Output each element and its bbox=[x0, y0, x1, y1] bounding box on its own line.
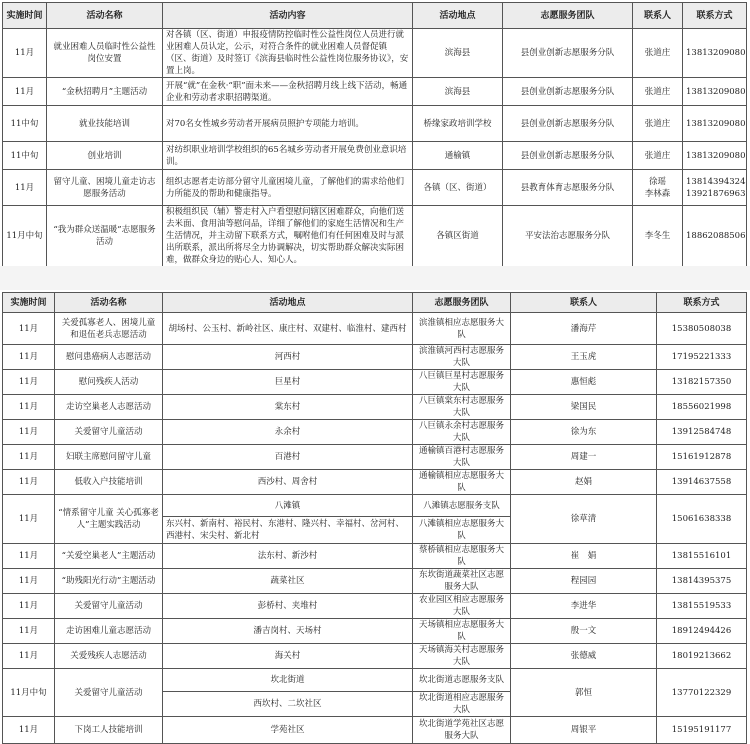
table-row bbox=[3, 495, 747, 517]
header-cell: 志愿服务团队 bbox=[413, 293, 511, 313]
time-cell: 11月 bbox=[3, 717, 55, 744]
phone-cell: 13815516101 bbox=[657, 544, 747, 569]
time-cell: 11月 bbox=[3, 594, 55, 619]
table-row bbox=[3, 345, 747, 370]
time-cell: 11月 bbox=[3, 644, 55, 669]
location-cell: 西坎村、二坎社区 bbox=[163, 692, 413, 717]
table-row bbox=[3, 78, 747, 106]
activity-name-cell: “金秋招聘月”主题活动 bbox=[47, 78, 163, 106]
activity-table-2 bbox=[2, 292, 747, 744]
contact-cell: 张道庄 bbox=[633, 142, 683, 170]
location-cell: 桥缘家政培训学校 bbox=[413, 106, 503, 142]
phone-cell: 15061638338 bbox=[657, 495, 747, 544]
phone-cell: 13815519533 bbox=[657, 594, 747, 619]
time-cell: 11月中旬 bbox=[3, 669, 55, 717]
time-cell: 11月 bbox=[3, 420, 55, 445]
team-cell: 县创业创新志愿服务分队 bbox=[503, 142, 633, 170]
location-cell: 潘吉岗村、天场村 bbox=[163, 619, 413, 644]
activity-name-cell: 就业技能培训 bbox=[47, 106, 163, 142]
contact-cell: 潘海芹 bbox=[511, 313, 657, 345]
location-cell: 西沙村、周舍村 bbox=[163, 470, 413, 495]
header-cell: 活动内容 bbox=[163, 3, 413, 29]
location-cell: 巨星村 bbox=[163, 370, 413, 395]
table1-header-row bbox=[3, 3, 747, 29]
location-cell: 滨海县 bbox=[413, 29, 503, 78]
table-row bbox=[3, 142, 747, 170]
team-cell: 县创业创新志愿服务分队 bbox=[503, 106, 633, 142]
time-cell: 11月 bbox=[3, 78, 47, 106]
team-cell: 通榆镇百港村志愿服务大队 bbox=[413, 445, 511, 470]
table-row bbox=[3, 544, 747, 569]
phone-cell: 15380508038 bbox=[657, 313, 747, 345]
time-cell: 11月 bbox=[3, 313, 55, 345]
activity-name-cell: 妇联主席慰问留守儿童 bbox=[55, 445, 163, 470]
activity-name-cell: 走访困难儿童志愿活动 bbox=[55, 619, 163, 644]
time-cell: 11月中旬 bbox=[3, 206, 47, 267]
phone-cell: 18019213662 bbox=[657, 644, 747, 669]
table-row bbox=[3, 170, 747, 206]
phone-cell: 18556021998 bbox=[657, 395, 747, 420]
contact-cell: 张道庄 bbox=[633, 29, 683, 78]
table-row bbox=[3, 669, 747, 692]
activity-name-cell: 关爱残疾人志愿活动 bbox=[55, 644, 163, 669]
time-cell: 11月 bbox=[3, 170, 47, 206]
header-cell: 活动地点 bbox=[413, 3, 503, 29]
phone-cell: 13813209080 bbox=[683, 29, 747, 78]
activity-name-cell: 创业培训 bbox=[47, 142, 163, 170]
team-cell: 蔡桥镇相应志愿服务大队 bbox=[413, 544, 511, 569]
contact-cell: 徐瑶 李林森 bbox=[633, 170, 683, 206]
contact-cell: 郭恒 bbox=[511, 669, 657, 717]
header-cell: 联系人 bbox=[511, 293, 657, 313]
phone-cell: 13814394324 13921876963 bbox=[683, 170, 747, 206]
time-cell: 11月 bbox=[3, 495, 55, 544]
table-row bbox=[3, 569, 747, 594]
phone-cell: 13914637558 bbox=[657, 470, 747, 495]
activity-content-cell: 积极组织民（辅）警走村入户看望慰问辖区困难群众，向他们送去米面、食用油等慰问品，详细了解他们的家庭生活情况和生产生活情况，并主动留下联系方式，嘱咐他们有任何困难及时与派出所联系，派出所将尽全力协调解决，切实帮助群众解决实际困难，做群众身边的贴心人、知心人。 bbox=[163, 206, 413, 267]
activity-content-cell: 对70名女性城乡劳动者开展病员照护专项能力培训。 bbox=[163, 106, 413, 142]
activity-name-cell: 慰问残疾人活动 bbox=[55, 370, 163, 395]
time-cell: 11月 bbox=[3, 470, 55, 495]
header-cell: 联系方式 bbox=[657, 293, 747, 313]
team-cell: 平安法治志愿服务分队 bbox=[503, 206, 633, 267]
activity-name-cell: 低收入户技能培训 bbox=[55, 470, 163, 495]
phone-cell: 13814395375 bbox=[657, 569, 747, 594]
header-cell: 活动名称 bbox=[55, 293, 163, 313]
location-cell: 各镇（区、街道） bbox=[413, 170, 503, 206]
table-row bbox=[3, 206, 747, 267]
phone-cell: 15195191177 bbox=[657, 717, 747, 744]
activity-name-cell: 走访空巢老人志愿活动 bbox=[55, 395, 163, 420]
table2-header-row bbox=[3, 293, 747, 313]
time-cell: 11月 bbox=[3, 569, 55, 594]
activity-name-cell: 慰问患癌病人志愿活动 bbox=[55, 345, 163, 370]
location-cell: 胡场村、公玉村、新岭社区、康庄村、双建村、临淮村、建西村 bbox=[163, 313, 413, 345]
team-cell: 县教育体育志愿服务分队 bbox=[503, 170, 633, 206]
contact-cell: 赵娟 bbox=[511, 470, 657, 495]
table-row bbox=[3, 313, 747, 345]
time-cell: 11月 bbox=[3, 445, 55, 470]
table-row bbox=[3, 420, 747, 445]
phone-cell: 13182157350 bbox=[657, 370, 747, 395]
team-cell: 滨淮镇河西村志愿服务大队 bbox=[413, 345, 511, 370]
time-cell: 11月 bbox=[3, 370, 55, 395]
team-cell: 八滩镇相应志愿服务大队 bbox=[413, 517, 511, 544]
table-separator bbox=[0, 266, 750, 290]
header-cell: 志愿服务团队 bbox=[503, 3, 633, 29]
team-cell: 天场镇海关村志愿服务大队 bbox=[413, 644, 511, 669]
time-cell: 11月 bbox=[3, 29, 47, 78]
header-cell: 实施时间 bbox=[3, 3, 47, 29]
location-cell: 河西村 bbox=[163, 345, 413, 370]
activity-content-cell: 开展“就”在金秋·“职”面未来——金秋招聘月线上线下活动，畅通企业和劳动者求职招聘渠道。 bbox=[163, 78, 413, 106]
time-cell: 11月 bbox=[3, 345, 55, 370]
contact-cell: 王玉虎 bbox=[511, 345, 657, 370]
location-cell: 蔬菜社区 bbox=[163, 569, 413, 594]
team-cell: 滨淮镇相应志愿服务大队 bbox=[413, 313, 511, 345]
location-cell: 坎北街道 bbox=[163, 669, 413, 692]
location-cell: 八滩镇 bbox=[163, 495, 413, 517]
location-cell: 海关村 bbox=[163, 644, 413, 669]
activity-name-cell: 关爱留守儿童活动 bbox=[55, 669, 163, 717]
activity-name-cell: “助残阳光行动”主题活动 bbox=[55, 569, 163, 594]
time-cell: 11月 bbox=[3, 619, 55, 644]
contact-cell: 张德威 bbox=[511, 644, 657, 669]
header-cell: 实施时间 bbox=[3, 293, 55, 313]
location-cell: 彭桥村、夹堆村 bbox=[163, 594, 413, 619]
phone-cell: 13813209080 bbox=[683, 78, 747, 106]
team-cell: 坎北街道志愿服务支队 bbox=[413, 669, 511, 692]
contact-cell: 李冬生 bbox=[633, 206, 683, 267]
contact-cell: 徐草清 bbox=[511, 495, 657, 544]
team-cell: 农业园区相应志愿服务大队 bbox=[413, 594, 511, 619]
contact-cell: 李进华 bbox=[511, 594, 657, 619]
location-cell: 各镇区街道 bbox=[413, 206, 503, 267]
location-cell: 通榆镇 bbox=[413, 142, 503, 170]
location-cell: 东兴村、新南村、裕民村、东港村、隆兴村、幸福村、岔河村、西港村、宋尖村、新北村 bbox=[163, 517, 413, 544]
contact-cell: 张道庄 bbox=[633, 106, 683, 142]
team-cell: 天场镇相应志愿服务大队 bbox=[413, 619, 511, 644]
phone-cell: 13912584748 bbox=[657, 420, 747, 445]
team-cell: 坎北街道相应志愿服务大队 bbox=[413, 692, 511, 717]
activity-name-cell: 就业困难人员临时性公益性岗位安置 bbox=[47, 29, 163, 78]
activity-name-cell: 下岗工人技能培训 bbox=[55, 717, 163, 744]
table-row bbox=[3, 395, 747, 420]
phone-cell: 13813209080 bbox=[683, 106, 747, 142]
contact-cell: 殷一文 bbox=[511, 619, 657, 644]
table-row bbox=[3, 106, 747, 142]
phone-cell: 13770122329 bbox=[657, 669, 747, 717]
activity-name-cell: 留守儿童、困境儿童走访志愿服务活动 bbox=[47, 170, 163, 206]
activity-name-cell: “关爱空巢老人”主题活动 bbox=[55, 544, 163, 569]
phone-cell: 15161912878 bbox=[657, 445, 747, 470]
team-cell: 通榆镇相应志愿服务大队 bbox=[413, 470, 511, 495]
location-cell: 棠东村 bbox=[163, 395, 413, 420]
time-cell: 11月 bbox=[3, 395, 55, 420]
activity-name-cell: 关爱孤寡老人、困境儿童和退伍老兵志愿活动 bbox=[55, 313, 163, 345]
contact-cell: 程园园 bbox=[511, 569, 657, 594]
table-row bbox=[3, 644, 747, 669]
team-cell: 东坎街道蔬菜社区志愿服务大队 bbox=[413, 569, 511, 594]
time-cell: 11中旬 bbox=[3, 142, 47, 170]
contact-cell: 周建一 bbox=[511, 445, 657, 470]
table-row bbox=[3, 619, 747, 644]
location-cell: 滨海县 bbox=[413, 78, 503, 106]
time-cell: 11月 bbox=[3, 544, 55, 569]
header-cell: 活动地点 bbox=[163, 293, 413, 313]
contact-cell: 惠恒彪 bbox=[511, 370, 657, 395]
location-cell: 永余村 bbox=[163, 420, 413, 445]
contact-cell: 张道庄 bbox=[633, 78, 683, 106]
activity-content-cell: 对各镇（区、街道）申报疫情防控临时性公益性岗位人员进行就业困难人员认定，公示，对符合条件的就业困难人员督促镇（区、街道）及时签订《滨海县临时性公益性岗位服务协议》，安置上岗。 bbox=[163, 29, 413, 78]
contact-cell: 周银平 bbox=[511, 717, 657, 744]
phone-cell: 18912494426 bbox=[657, 619, 747, 644]
header-cell: 活动名称 bbox=[47, 3, 163, 29]
table-row bbox=[3, 445, 747, 470]
team-cell: 八滩镇志愿服务支队 bbox=[413, 495, 511, 517]
location-cell: 法东村、新沙村 bbox=[163, 544, 413, 569]
activity-content-cell: 组织志愿者走访部分留守儿童困境儿童，了解他们的需求给他们力所能及的帮助和健康指导。 bbox=[163, 170, 413, 206]
header-cell: 联系人 bbox=[633, 3, 683, 29]
location-cell: 百港村 bbox=[163, 445, 413, 470]
phone-cell: 17195221333 bbox=[657, 345, 747, 370]
team-cell: 县创业创新志愿服务分队 bbox=[503, 78, 633, 106]
contact-cell: 崔 娟 bbox=[511, 544, 657, 569]
phone-cell: 18862088506 bbox=[683, 206, 747, 267]
table-row bbox=[3, 370, 747, 395]
team-cell: 八巨镇巨星村志愿服务大队 bbox=[413, 370, 511, 395]
activity-name-cell: 关爱留守儿童活动 bbox=[55, 420, 163, 445]
team-cell: 八巨镇永余村志愿服务大队 bbox=[413, 420, 511, 445]
table-row bbox=[3, 717, 747, 744]
contact-cell: 梁国民 bbox=[511, 395, 657, 420]
activity-name-cell: 关爱留守儿童活动 bbox=[55, 594, 163, 619]
header-cell: 联系方式 bbox=[683, 3, 747, 29]
activity-name-cell: “我为群众送温暖”志愿服务活动 bbox=[47, 206, 163, 267]
phone-cell: 13813209080 bbox=[683, 142, 747, 170]
contact-cell: 徐为东 bbox=[511, 420, 657, 445]
table-row bbox=[3, 29, 747, 78]
location-cell: 学苑社区 bbox=[163, 717, 413, 744]
team-cell: 八巨镇棠东村志愿服务大队 bbox=[413, 395, 511, 420]
team-cell: 坎北街道学苑社区志愿服务大队 bbox=[413, 717, 511, 744]
team-cell: 县创业创新志愿服务分队 bbox=[503, 29, 633, 78]
time-cell: 11中旬 bbox=[3, 106, 47, 142]
table-row bbox=[3, 594, 747, 619]
activity-content-cell: 对纺织职业培训学校组织的65名城乡劳动者开展免费创业意识培训。 bbox=[163, 142, 413, 170]
activity-table-1 bbox=[2, 2, 747, 267]
activity-name-cell: “情系留守儿童 关心孤寡老人”主题实践活动 bbox=[55, 495, 163, 544]
table-row bbox=[3, 470, 747, 495]
